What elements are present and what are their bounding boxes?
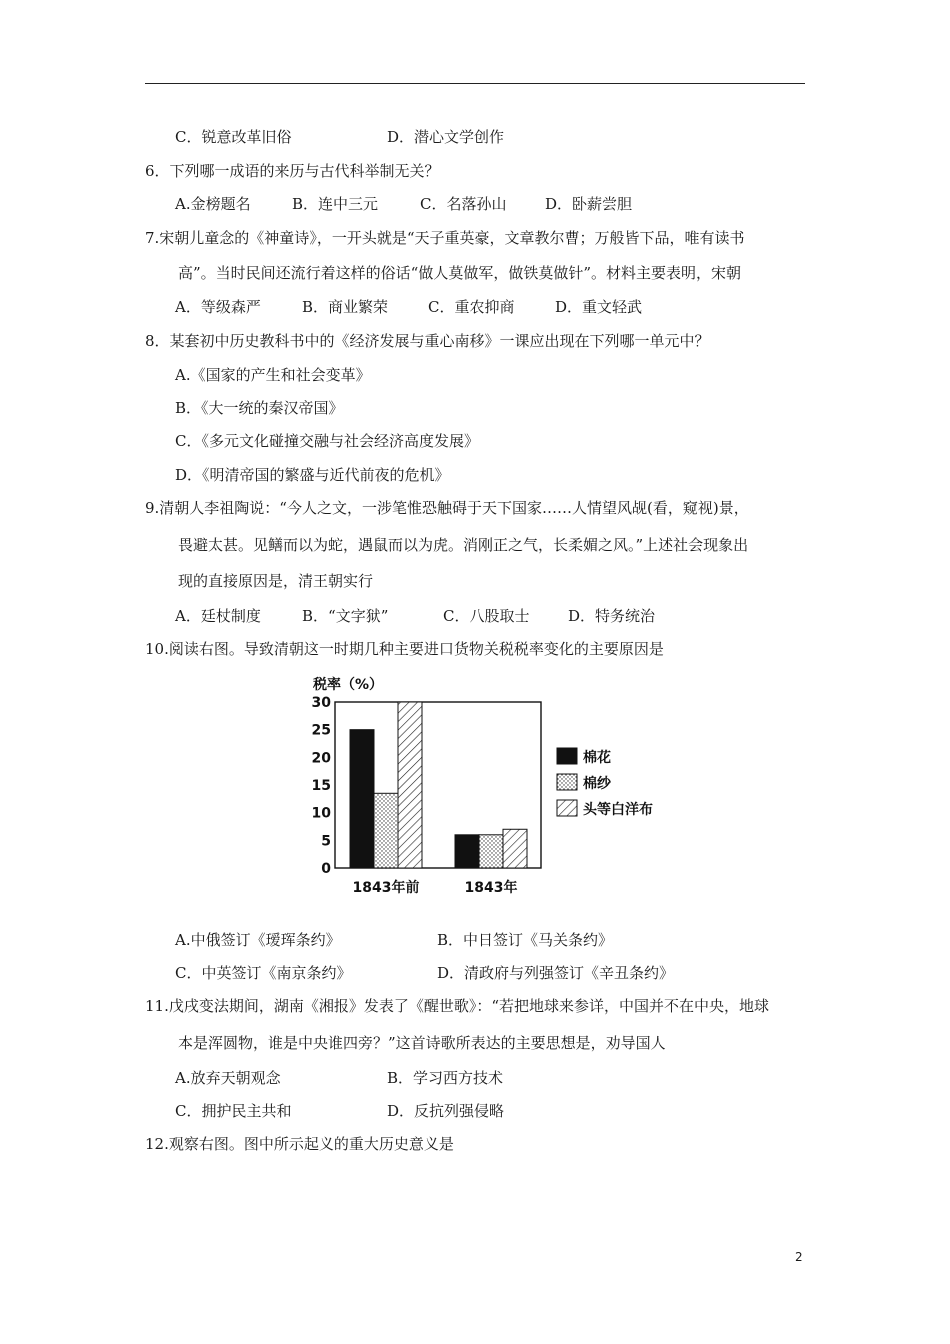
q11-option-b[interactable]: B．学习西方技术 (387, 1069, 504, 1087)
x-tick-label: 1843年前 (352, 880, 420, 896)
q7-stem-line2: 高”。当时民间还流行着这样的俗话“做人莫做军，做铁莫做针”。材料主要表明，宋朝 (178, 264, 742, 282)
q8-option-c[interactable]: C．《多元文化碰撞交融与社会经济高度发展》 (175, 432, 479, 450)
q7-option-a[interactable]: A．等级森严 (175, 298, 261, 316)
bar (455, 835, 479, 868)
legend-swatch (557, 800, 577, 816)
bar (503, 829, 527, 868)
q9-option-d[interactable]: D．特务统治 (568, 607, 656, 625)
q5-option-c[interactable]: C．锐意改革旧俗 (175, 128, 292, 146)
header-rule (145, 83, 805, 84)
q7-option-d[interactable]: D．重文轻武 (555, 298, 643, 316)
y-tick-label: 15 (311, 778, 331, 794)
q8-option-a[interactable]: A.《国家的产生和社会变革》 (175, 366, 371, 384)
q6-option-a[interactable]: A.金榜题名 (175, 195, 251, 213)
page-number: 2 (795, 1250, 803, 1264)
legend-swatch (557, 774, 577, 790)
q5-option-d[interactable]: D．潜心文学创作 (387, 128, 505, 146)
y-tick-label: 5 (321, 833, 331, 850)
legend-swatch (557, 748, 577, 764)
q10-option-a[interactable]: A.中俄签订《瑷珲条约》 (175, 931, 341, 949)
x-tick-label: 1843年 (464, 880, 518, 896)
q11-stem-line1: 11.戊戌变法期间，湖南《湘报》发表了《醒世歌》：“若把地球来参详，中国并不在中央，地球 (145, 997, 770, 1015)
q11-option-c[interactable]: C．拥护民主共和 (175, 1102, 292, 1120)
q6-option-b[interactable]: B．连中三元 (292, 195, 379, 213)
legend-label: 棉花 (583, 750, 611, 766)
y-tick-label: 30 (311, 695, 331, 711)
q9-option-c[interactable]: C．八股取士 (443, 607, 530, 625)
bar (374, 793, 398, 868)
tariff-rate-chart (305, 670, 685, 902)
q9-option-a[interactable]: A．廷杖制度 (175, 607, 261, 625)
y-tick-label: 10 (311, 805, 331, 822)
q10-stem: 10.阅读右图。导致清朝这一时期几种主要进口货物关税税率变化的主要原因是 (145, 640, 664, 658)
q8-stem: 8．某套初中历史教科书中的《经济发展与重心南移》一课应出现在下列哪一单元中？ (145, 332, 710, 350)
q7-option-c[interactable]: C．重农抑商 (428, 298, 515, 316)
q11-option-a[interactable]: A.放弃天朝观念 (175, 1069, 281, 1087)
q11-stem-line2: 本是浑圆物，谁是中央谁四旁？”这首诗歌所表达的主要思想是，劝导国人 (178, 1034, 666, 1052)
q9-stem-line1: 9.清朝人李祖陶说：“今人之文，一涉笔惟恐触碍于天下国家……人情望风觇(看，窥视)景， (145, 499, 749, 517)
bar (479, 835, 503, 868)
q10-option-b[interactable]: B．中日签订《马关条约》 (437, 931, 614, 949)
bar (398, 702, 422, 868)
q7-option-b[interactable]: B．商业繁荣 (302, 298, 389, 316)
q7-stem-line1: 7.宋朝儿童念的《神童诗》，一开头就是“天子重英豪，文章教尔曹；万般皆下品，唯有读书 (145, 229, 745, 247)
q9-option-b[interactable]: B．“文字狱” (302, 607, 389, 625)
q8-option-d[interactable]: D．《明清帝国的繁盛与近代前夜的危机》 (175, 466, 450, 484)
y-tick-label: 25 (311, 722, 331, 739)
q9-stem-line3: 现的直接原因是，清王朝实行 (178, 572, 374, 590)
q10-option-d[interactable]: D．清政府与列强签订《辛丑条约》 (437, 964, 675, 982)
y-tick-label: 20 (311, 750, 331, 767)
q12-stem: 12.观察右图。图中所示起义的重大历史意义是 (145, 1135, 454, 1153)
q8-option-b[interactable]: B．《大一统的秦汉帝国》 (175, 399, 344, 417)
q6-option-d[interactable]: D．卧薪尝胆 (545, 195, 633, 213)
q6-option-c[interactable]: C．名落孙山 (420, 195, 507, 213)
legend-label: 头等白洋布 (583, 802, 653, 818)
q6-stem: 6．下列哪一成语的来历与古代科举制无关？ (145, 162, 440, 180)
bar (350, 730, 374, 868)
y-axis-label: 税率（%） (313, 677, 384, 693)
q11-option-d[interactable]: D．反抗列强侵略 (387, 1102, 505, 1120)
q9-stem-line2: 畏避太甚。见鳝而以为蛇，遇鼠而以为虎。消刚正之气，长柔媚之风。”上述社会现象出 (178, 536, 749, 554)
q10-option-c[interactable]: C．中英签订《南京条约》 (175, 964, 352, 982)
legend-label: 棉纱 (583, 776, 611, 792)
y-tick-label: 0 (321, 861, 331, 877)
